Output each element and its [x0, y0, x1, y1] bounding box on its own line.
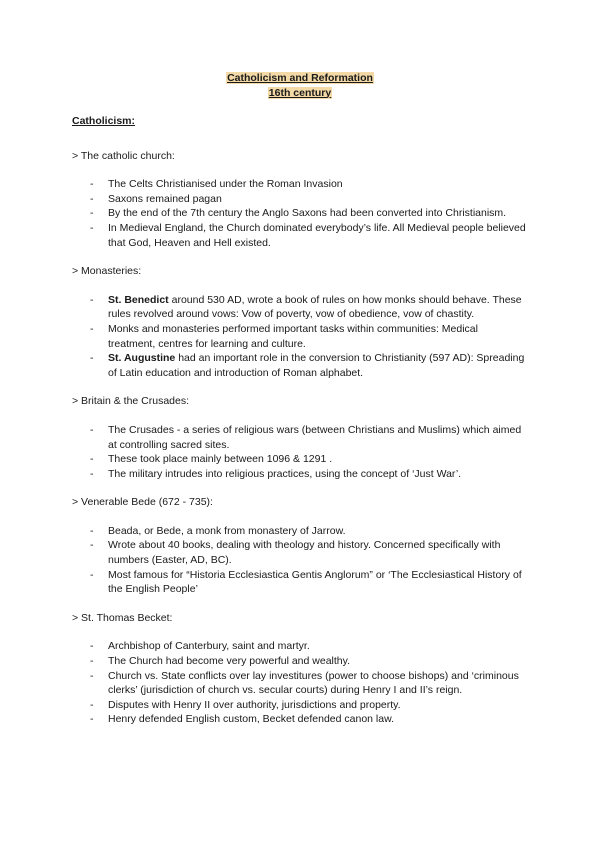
item-text: The Celts Christianised under the Roman Invasion — [108, 178, 343, 191]
list-item — [72, 698, 528, 713]
item-text: The Crusades - a series of religious wars (between Christians and Muslims) which aimed at controlling sacred sites. — [108, 423, 522, 451]
item-text: Disputes with Henry II over authority, jurisdictions and property. — [108, 698, 401, 711]
bold-term: St. Benedict — [108, 293, 169, 306]
section-title: > Britain & the Crusades: — [72, 395, 190, 408]
item-text: In Medieval England, the Church dominated everybody’s life. All Medieval people believed that God, Heaven and Hell existed. — [108, 221, 526, 249]
document-body — [72, 114, 528, 741]
item-text: Wrote about 40 books, dealing with theology and history. Concerned specifically with numbers (Easter, AD, BC). — [108, 539, 501, 567]
item-text: Henry defended English custom, Becket defended canon law. — [108, 713, 395, 726]
list-item — [72, 568, 528, 597]
bullet-list — [72, 293, 528, 381]
list-item — [72, 423, 528, 452]
bullet-list — [72, 177, 528, 250]
item-text: Saxons remained pagan — [108, 192, 222, 205]
section-title: > Venerable Bede (672 - 735): — [72, 496, 213, 509]
list-item — [72, 538, 528, 567]
item-text: Church vs. State conflicts over lay investitures (power to choose bishops) and ‘criminous clerks’ (jurisdiction of church vs. secular courts) during Henry I and II’s reign. — [108, 669, 519, 697]
list-item — [72, 467, 528, 482]
list-item — [72, 293, 528, 322]
item-text: Most famous for “Historia Ecclesiastica Gentis Anglorum” or ‘The Ecclesiastical History of the English People’ — [108, 568, 522, 596]
item-text: The Church had become very powerful and wealthy. — [108, 655, 351, 668]
section-title: > Monasteries: — [72, 265, 142, 278]
item-text: By the end of the 7th century the Anglo Saxons had been converted into Christianism. — [108, 207, 507, 220]
item-text: The military intrudes into religious practices, using the concept of ‘Just War’. — [108, 467, 462, 480]
item-text: had an important role in the conversion to Christianity (597 AD): Spreading of Latin education and introduction of Roman alphabet. — [108, 352, 525, 379]
section-title: > The catholic church: — [72, 149, 175, 162]
list-item — [72, 452, 528, 467]
list-item — [72, 221, 528, 250]
item-text: around 530 AD, wrote a book of rules on how monks should behave. These rules revolved around vows: Vow of poverty, vow of obedience, vow of chastity. — [108, 293, 522, 321]
section-title: > St. Thomas Becket: — [72, 611, 173, 624]
list-item — [72, 524, 528, 539]
item-text: Archbishop of Canterbury, saint and martyr. — [108, 640, 310, 653]
list-item — [72, 654, 528, 669]
bullet-list — [72, 639, 528, 727]
title-line-2: 16th century — [268, 86, 332, 99]
list-item — [72, 669, 528, 698]
list-item — [72, 322, 528, 351]
list-item — [72, 206, 528, 221]
main-heading: Catholicism: — [72, 115, 136, 127]
list-item — [72, 192, 528, 207]
item-text: Beada, or Bede, a monk from monastery of Jarrow. — [108, 524, 346, 537]
list-item — [72, 177, 528, 192]
item-text: Monks and monasteries performed important tasks within communities: Medical treatment, centres for learning and culture. — [108, 322, 478, 350]
item-text: These took place mainly between 1096 & 1291 . — [108, 453, 333, 466]
sections-container — [72, 149, 528, 727]
bold-term: St. Augustine — [108, 352, 176, 365]
document-title — [0, 71, 600, 100]
list-item — [72, 351, 528, 380]
list-item — [72, 712, 528, 727]
bullet-list — [72, 524, 528, 597]
list-item — [72, 639, 528, 654]
title-line-1: Catholicism and Reformation — [227, 72, 373, 84]
bullet-list — [72, 423, 528, 481]
